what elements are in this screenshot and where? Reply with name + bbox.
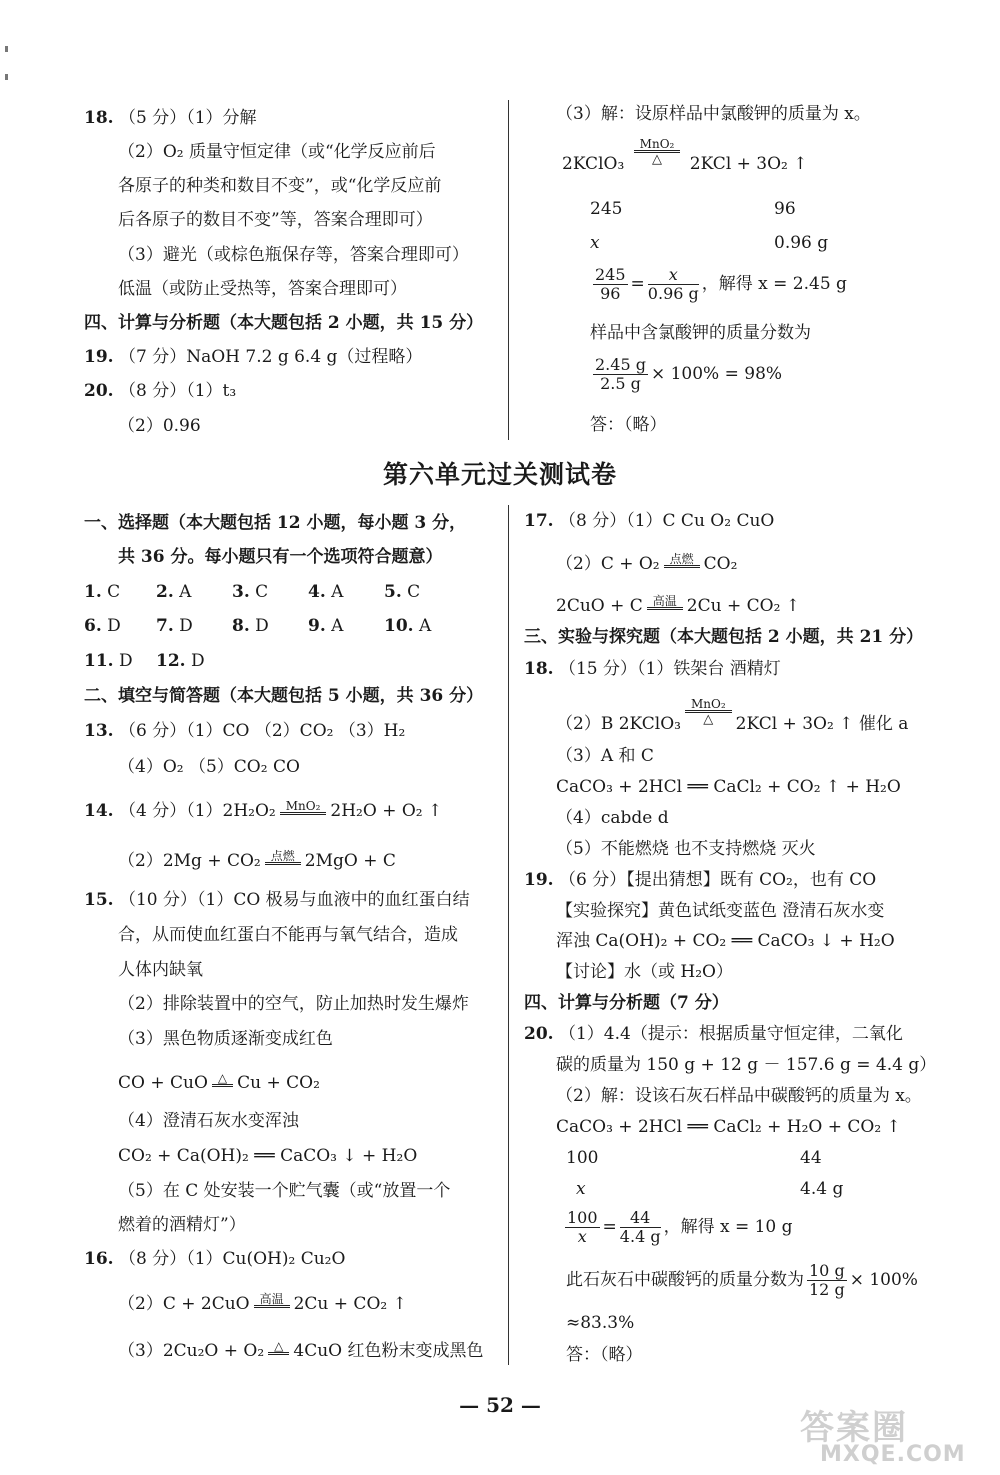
percent-equation: $\frac{2.45 g}{2.5 g}$ × 100% = 98% bbox=[595, 355, 783, 393]
molar-mass: 44 bbox=[800, 1148, 822, 1168]
watermark-url: MXQE.COM bbox=[820, 1442, 966, 1467]
page-number: — 52 — bbox=[459, 1393, 541, 1417]
percent-approx: ≈83.3% bbox=[566, 1313, 635, 1333]
answer-line: 19. （6 分）【提出猜想】既有 CO₂，也有 CO bbox=[524, 870, 877, 890]
answer-line: （3）黑色物质逐渐变成红色 bbox=[118, 1029, 333, 1049]
answer-line: 20. （1）4.4（提示：根据质量守恒定律，二氧化 bbox=[524, 1024, 903, 1044]
answer-line: 各原子的种类和数目不变”，或“化学反应前 bbox=[118, 176, 442, 196]
answer-line: （4）澄清石灰水变浑浊 bbox=[118, 1111, 299, 1131]
section-heading: 二、填空与简答题（本大题包括 5 小题，共 36 分） bbox=[84, 686, 484, 706]
answer-line: （3）A 和 C bbox=[556, 746, 654, 766]
section-heading: 三、实验与探究题（本大题包括 2 小题，共 21 分） bbox=[524, 627, 924, 647]
answer-line: 碳的质量为 150 g + 12 g － 157.6 g = 4.4 g） bbox=[556, 1055, 937, 1075]
equation-line: （3）2Cu₂O + O₂ △ 4CuO 红色粉末变成黑色 bbox=[118, 1339, 484, 1361]
answer-line: 【实验探究】黄色试纸变蓝色 澄清石灰水变 bbox=[556, 901, 885, 921]
answer-line: 16. （8 分）（1）Cu(OH)₂ Cu₂O bbox=[84, 1249, 346, 1269]
molar-mass: 96 bbox=[774, 199, 796, 219]
answer-line: （5）不能燃烧 也不支持燃烧 灭火 bbox=[556, 839, 816, 859]
ratio-equation: $\frac{100}{x}$ = $\frac{44}{4.4 g}$ ，解得 x = 10 g bbox=[567, 1208, 793, 1246]
equation-line: （2）C + 2CuO 高温 2Cu + CO₂ ↑ bbox=[118, 1292, 407, 1314]
equation-line: CaCO₃ + 2HCl ══ CaCl₂ + CO₂ ↑ + H₂O bbox=[556, 777, 901, 797]
answer-line: （5）在 C 处安装一个贮气囊（或“放置一个 bbox=[118, 1181, 451, 1201]
answer-line: 18. （5 分）（1）分解 bbox=[84, 108, 257, 128]
unit-test-title: 第六单元过关测试卷 bbox=[382, 460, 617, 489]
answer-line: 18. （15 分）（1）铁架台 酒精灯 bbox=[524, 659, 781, 679]
answer-line: 【讨论】水（或 H₂O） bbox=[556, 962, 733, 982]
equation-line: CO₂ + Ca(OH)₂ ══ CaCO₃ ↓ + H₂O bbox=[118, 1146, 418, 1166]
answer-line: 后各原子的数目不变”等，答案合理即可） bbox=[118, 210, 433, 230]
answer-line: （2）解：设该石灰石样品中碳酸钙的质量为 x。 bbox=[556, 1086, 922, 1106]
answer-line: （2）排除装置中的空气，防止加热时发生爆炸 bbox=[118, 994, 469, 1014]
given-mass: 0.96 g bbox=[774, 233, 829, 253]
chemical-equation: 2KClO₃ MnO₂ △ 2KCl + 3O₂ ↑ bbox=[562, 137, 808, 174]
molar-mass: 100 bbox=[566, 1148, 599, 1168]
given-mass: 4.4 g bbox=[800, 1179, 844, 1199]
choice-row: 11. D 12. D bbox=[84, 651, 205, 671]
answer-line: （2）0.96 bbox=[118, 416, 201, 436]
section-heading: 一、选择题（本大题包括 12 小题，每小题 3 分， bbox=[84, 513, 467, 533]
equation-line: CO + CuO △ Cu + CO₂ bbox=[118, 1071, 320, 1093]
answer-line: 19. （7 分）NaOH 7.2 g 6.4 g（过程略） bbox=[84, 347, 423, 367]
answer-line: 13. （6 分）（1）CO （2）CO₂ （3）H₂ bbox=[84, 721, 406, 741]
answer-line: 合，从而使血红蛋白不能再与氧气结合，造成 bbox=[118, 925, 458, 945]
equation-line: 2CuO + C 高温 2Cu + CO₂ ↑ bbox=[556, 594, 801, 616]
column-divider-top bbox=[508, 100, 509, 440]
equation-line: （2）C + O₂ 点燃 CO₂ bbox=[556, 552, 738, 574]
answer-omitted: 答：（略） bbox=[590, 415, 667, 435]
equation-line: 14. （4 分）（1）2H₂O₂ MnO₂ 2H₂O + O₂ ↑ bbox=[84, 799, 443, 821]
scan-mark bbox=[5, 74, 8, 80]
section-heading: 共 36 分。每小题只有一个选项符合题意） bbox=[118, 547, 443, 567]
answer-line: （3）避光（或棕色瓶保存等，答案合理即可） bbox=[118, 245, 469, 265]
answer-line: （2）O₂ 质量守恒定律（或“化学反应前后 bbox=[118, 142, 436, 162]
answer-line: 15. （10 分）（1）CO 极易与血液中的血红蛋白结 bbox=[84, 890, 470, 910]
fraction-label: 样品中含氯酸钾的质量分数为 bbox=[590, 323, 811, 343]
ratio-equation: $\frac{245}{96}$ = $\frac{x}{0.96 g}$ ，解得 x = 2.45 g bbox=[595, 265, 847, 303]
site-watermark bbox=[780, 1400, 980, 1470]
equation-line: （2）2Mg + CO₂ 点燃 2MgO + C bbox=[118, 849, 396, 871]
column-divider-bottom bbox=[508, 505, 509, 1365]
watermark-logo-text: 答案圈 bbox=[800, 1408, 908, 1448]
equation-line: CaCO₃ + 2HCl ══ CaCl₂ + H₂O + CO₂ ↑ bbox=[556, 1117, 901, 1137]
answer-line: 20. （8 分）（1）t₃ bbox=[84, 381, 237, 401]
unknown-mass: x bbox=[590, 233, 600, 253]
choice-row: 1. C 2. A 3. C 4. A 5. C bbox=[84, 582, 421, 602]
solution-intro: （3）解：设原样品中氯酸钾的质量为 x。 bbox=[556, 104, 871, 124]
answer-line: （4）cabde d bbox=[556, 808, 669, 828]
choice-row: 6. D 7. D 8. D 9. A 10. A bbox=[84, 616, 432, 636]
section-heading: 四、计算与分析题（本大题包括 2 小题，共 15 分） bbox=[84, 313, 484, 333]
equation-line: 浑浊 Ca(OH)₂ + CO₂ ══ CaCO₃ ↓ + H₂O bbox=[556, 931, 895, 951]
answer-line: 低温（或防止受热等，答案合理即可） bbox=[118, 279, 407, 299]
unknown-mass: x bbox=[576, 1179, 586, 1199]
answer-omitted: 答：（略） bbox=[566, 1345, 643, 1365]
section-heading: 四、计算与分析题（7 分） bbox=[524, 993, 729, 1013]
equation-line: （2）B 2KClO₃ MnO₂ △ 2KCl + 3O₂ ↑ 催化 a bbox=[556, 697, 909, 734]
answer-line: 燃着的酒精灯”） bbox=[118, 1215, 246, 1235]
answer-line: （4）O₂ （5）CO₂ CO bbox=[118, 757, 300, 777]
molar-mass: 245 bbox=[590, 199, 623, 219]
answer-line: 人体内缺氧 bbox=[118, 960, 203, 980]
scan-mark bbox=[5, 46, 8, 52]
percent-equation: 此石灰石中碳酸钙的质量分数为 $\frac{10 g}{12 g}$ × 100% bbox=[566, 1261, 918, 1299]
answer-line: 17. （8 分）（1）C Cu O₂ CuO bbox=[524, 511, 775, 531]
